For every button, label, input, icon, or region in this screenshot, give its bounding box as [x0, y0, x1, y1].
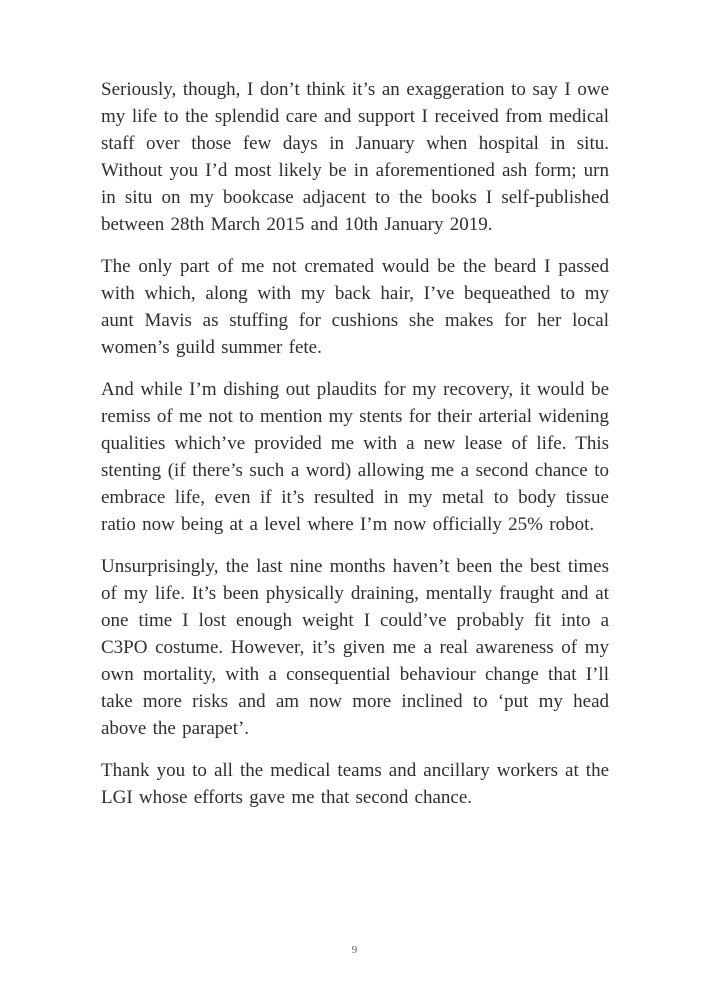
paragraph: Unsurprisingly, the last nine months haven’t been the best times of my life. It’s been physically draining, mentally fraught and at one time I lost enough weight I could’ve probably fit into a C3PO costume. However, it’s given me a real awareness of my own mortality, with a consequential behaviour change that I’ll take more risks and am now more inclined to ‘put my head above the parapet’.	[101, 556, 609, 739]
page-body	[101, 76, 609, 826]
paragraph: Seriously, though, I don’t think it’s an exaggeration to say I owe my life to the splendid care and support I received from medical staff over those few days in January when hospital in situ. Without you I’d most likely be in aforementioned ash form; urn in situ on my bookcase adjacent to the books I self-published between 28th March 2015 and 10th January 2019.	[101, 79, 609, 235]
paragraph: Thank you to all the medical teams and ancillary workers at the LGI whose efforts gave me that second chance.	[101, 760, 609, 808]
page-number: 9	[351, 944, 358, 956]
paragraph: The only part of me not cremated would be the beard I passed with which, along with my back hair, I’ve bequeathed to my aunt Mavis as stuffing for cushions she makes for her local women’s guild summer fete.	[101, 256, 609, 358]
paragraph: And while I’m dishing out plaudits for my recovery, it would be remiss of me not to mention my stents for their arterial widening qualities which’ve provided me with a new lease of life. This stenting (if there’s such a word) allowing me a second chance to embrace life, even if it’s resulted in my metal to body tissue ratio now being at a level where I’m now officially 25% robot.	[101, 379, 609, 535]
